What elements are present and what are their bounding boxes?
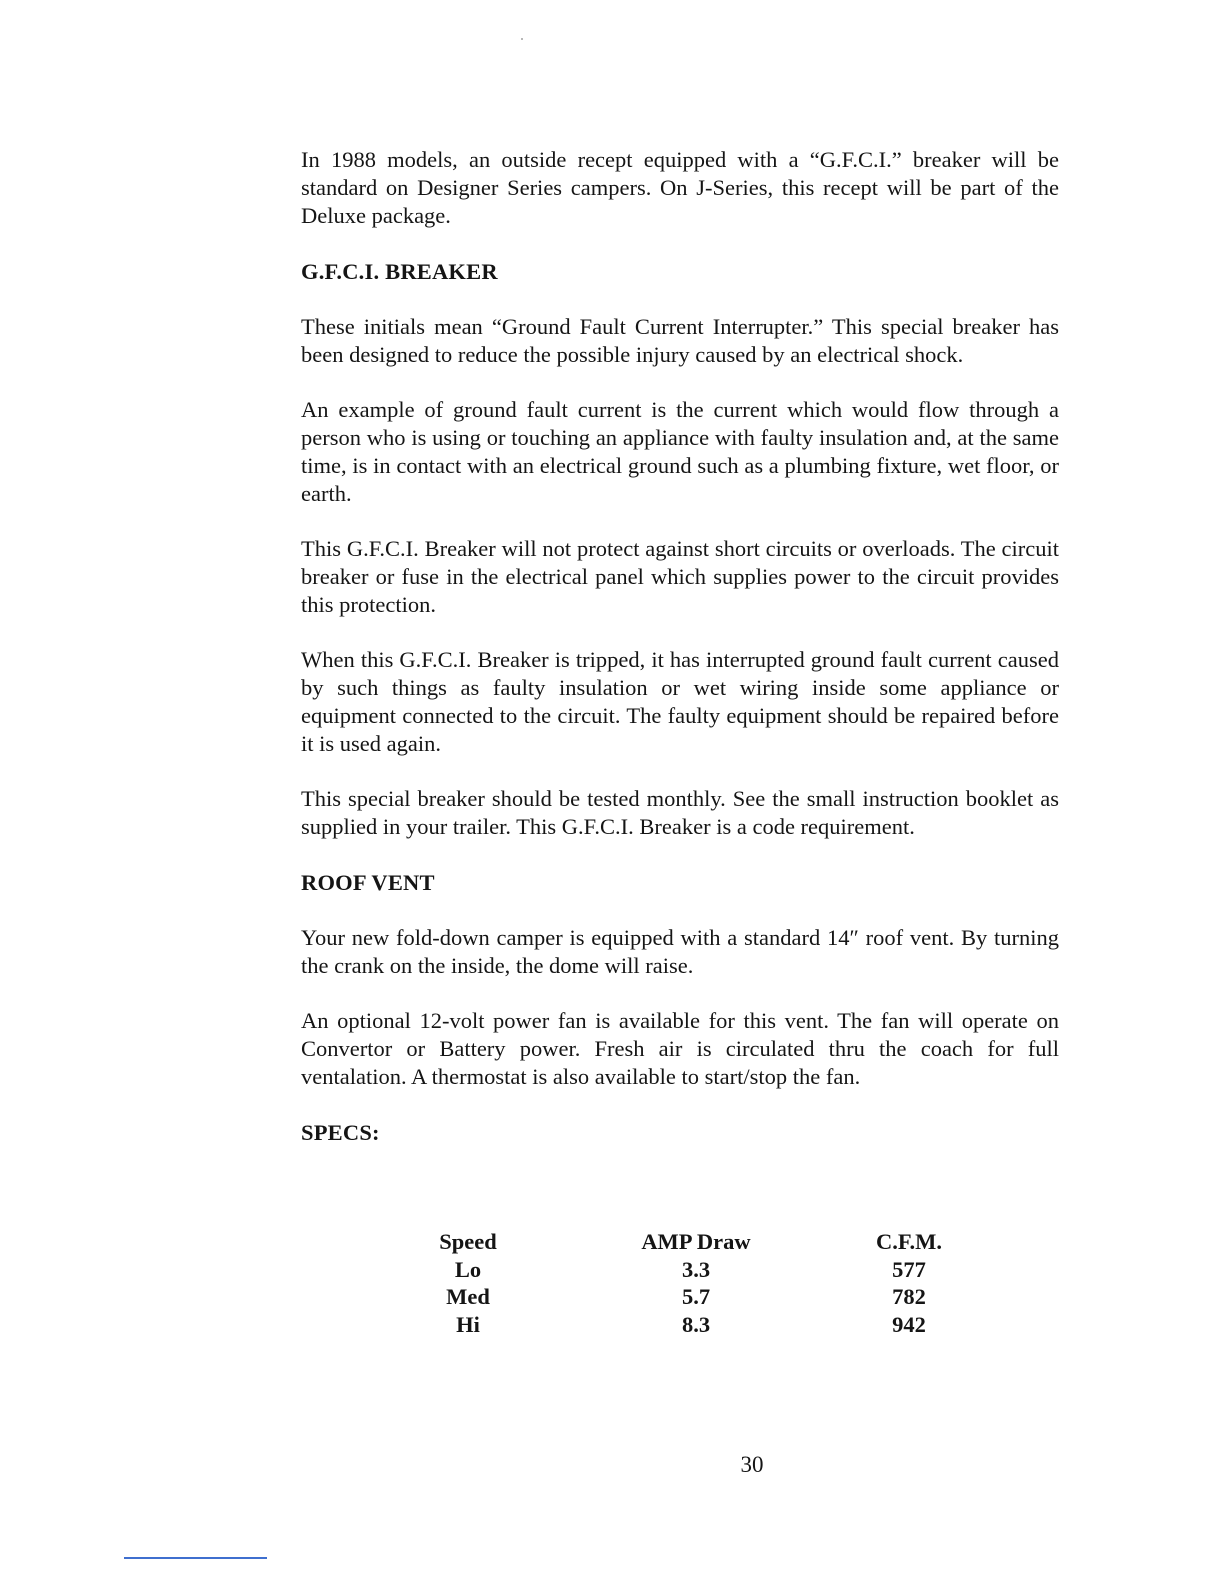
roof-vent-heading: ROOF VENT xyxy=(301,870,435,895)
specs-table xyxy=(420,1228,942,1338)
gfci-heading: G.F.C.I. BREAKER xyxy=(301,259,498,284)
gfci-paragraph-4: When this G.F.C.I. Breaker is tripped, it has interrupted ground fault current caused by such things as faulty insulation or wet wiring inside some appliance or equipment connected to the circuit. The faulty equipment should be repaired before it is used again. xyxy=(301,647,1059,756)
gfci-paragraph-5: This special breaker should be tested monthly. See the small instruction booklet as supplied in your trailer. This G.F.C.I. Breaker is a code requirement. xyxy=(301,786,1059,839)
specs-header-speed: Speed xyxy=(439,1229,497,1254)
page-content xyxy=(301,146,1059,1147)
roof-vent-paragraph-1: Your new fold-down camper is equipped with a standard 14″ roof vent. By turning the crank on the inside, the dome will raise. xyxy=(301,925,1059,978)
page-number: 30 xyxy=(740,1452,764,1477)
specs-row-hi xyxy=(420,1311,942,1339)
specs-cell-amp-draw: 8.3 xyxy=(681,1311,711,1337)
specs-cell-speed: Hi xyxy=(456,1311,480,1337)
specs-heading: SPECS: xyxy=(301,1120,380,1145)
footer-underline-mark xyxy=(124,1557,267,1559)
specs-row-med xyxy=(420,1283,942,1311)
specs-cell-cfm: 577 xyxy=(892,1256,926,1282)
specs-cell-amp-draw: 3.3 xyxy=(681,1256,711,1282)
specs-header-row xyxy=(420,1228,942,1256)
specs-cell-cfm: 782 xyxy=(892,1284,926,1309)
specs-cell-cfm: 942 xyxy=(892,1311,926,1337)
intro-paragraph: In 1988 models, an outside recept equipped with a “G.F.C.I.” breaker will be standard on Designer Series campers. On J-Series, this recept will be part of the Deluxe package. xyxy=(301,147,1059,228)
specs-cell-amp-draw: 5.7 xyxy=(681,1284,711,1309)
specs-cell-speed: Lo xyxy=(454,1256,482,1282)
gfci-paragraph-3: This G.F.C.I. Breaker will not protect against short circuits or overloads. The circuit breaker or fuse in the electrical panel which supplies power to the circuit provides this protection. xyxy=(301,536,1059,617)
specs-header-cfm: C.F.M. xyxy=(876,1229,943,1254)
roof-vent-paragraph-2: An optional 12-volt power fan is available for this vent. The fan will operate on Convertor or Battery power. Fresh air is circulated thru the coach for full ventalation. A thermostat is also available to start/stop the fan. xyxy=(301,1008,1059,1089)
specs-header-amp-draw: AMP Draw xyxy=(641,1229,751,1254)
scan-speck xyxy=(521,38,523,40)
gfci-paragraph-1: These initials mean “Ground Fault Current Interrupter.” This special breaker has been designed to reduce the possible injury caused by an electrical shock. xyxy=(301,314,1059,367)
specs-cell-speed: Med xyxy=(446,1284,490,1309)
specs-row-lo xyxy=(420,1256,942,1284)
gfci-paragraph-2: An example of ground fault current is the current which would flow through a person who is using or touching an appliance with faulty insulation and, at the same time, is in contact with an electrical ground such as a plumbing fixture, wet floor, or earth. xyxy=(301,397,1059,506)
